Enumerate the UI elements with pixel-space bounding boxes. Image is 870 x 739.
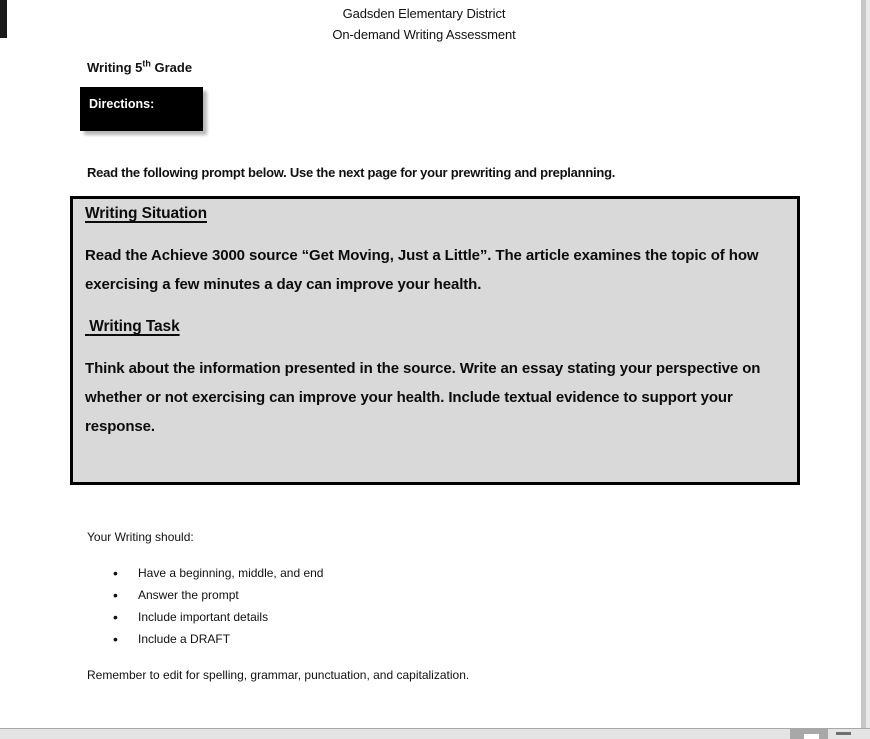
horizontal-scrollbar-track[interactable] xyxy=(0,728,870,739)
grade-label xyxy=(87,59,192,76)
list-item-text: Have a beginning, middle, and end xyxy=(138,566,324,580)
prompt-box xyxy=(70,196,800,485)
scrollbar-thumb-notch xyxy=(804,734,819,739)
grade-label-prefix: Writing 5 xyxy=(87,60,143,75)
list-item xyxy=(113,631,323,653)
list-item xyxy=(113,587,323,609)
list-item-text: Answer the prompt xyxy=(138,588,239,602)
instruction-line: Read the following prompt below. Use the next page for your prewriting and preplanning. xyxy=(87,165,616,180)
list-item xyxy=(113,609,323,631)
requirements-list xyxy=(113,565,323,653)
bullet-icon: • xyxy=(113,565,118,581)
writing-situation-heading: Writing Situation xyxy=(85,205,207,222)
writing-situation-text: Read the Achieve 3000 source “Get Moving, Just a Little”. The article examines the topic of how exercising a few minutes a day can improve your health. xyxy=(85,247,759,293)
scrollbar-resize-dash[interactable] xyxy=(836,732,851,735)
bullet-icon: • xyxy=(113,587,118,603)
list-item xyxy=(113,565,323,587)
writing-should-label: Your Writing should: xyxy=(87,530,194,544)
list-item-text: Include a DRAFT xyxy=(138,632,231,646)
bullet-icon: • xyxy=(113,631,118,647)
writing-task-text: Think about the information presented in the source. Write an essay stating your perspective on whether or not exercising can improve your health. Include textual evidence to support your response. xyxy=(85,360,761,435)
grade-label-ordinal: th xyxy=(142,58,151,69)
writing-task-heading: Writing Task xyxy=(85,318,180,335)
assessment-title: On-demand Writing Assessment xyxy=(332,27,516,42)
directions-box xyxy=(80,87,203,131)
list-item-text: Include important details xyxy=(138,610,269,624)
document-header xyxy=(0,3,848,45)
closing-reminder: Remember to edit for spelling, grammar, punctuation, and capitalization. xyxy=(87,668,470,682)
vertical-scrollbar-track xyxy=(866,0,870,728)
district-title: Gadsden Elementary District xyxy=(342,6,506,21)
bullet-icon: • xyxy=(113,609,118,625)
grade-label-suffix: Grade xyxy=(150,60,193,75)
directions-label: Directions: xyxy=(89,97,155,111)
